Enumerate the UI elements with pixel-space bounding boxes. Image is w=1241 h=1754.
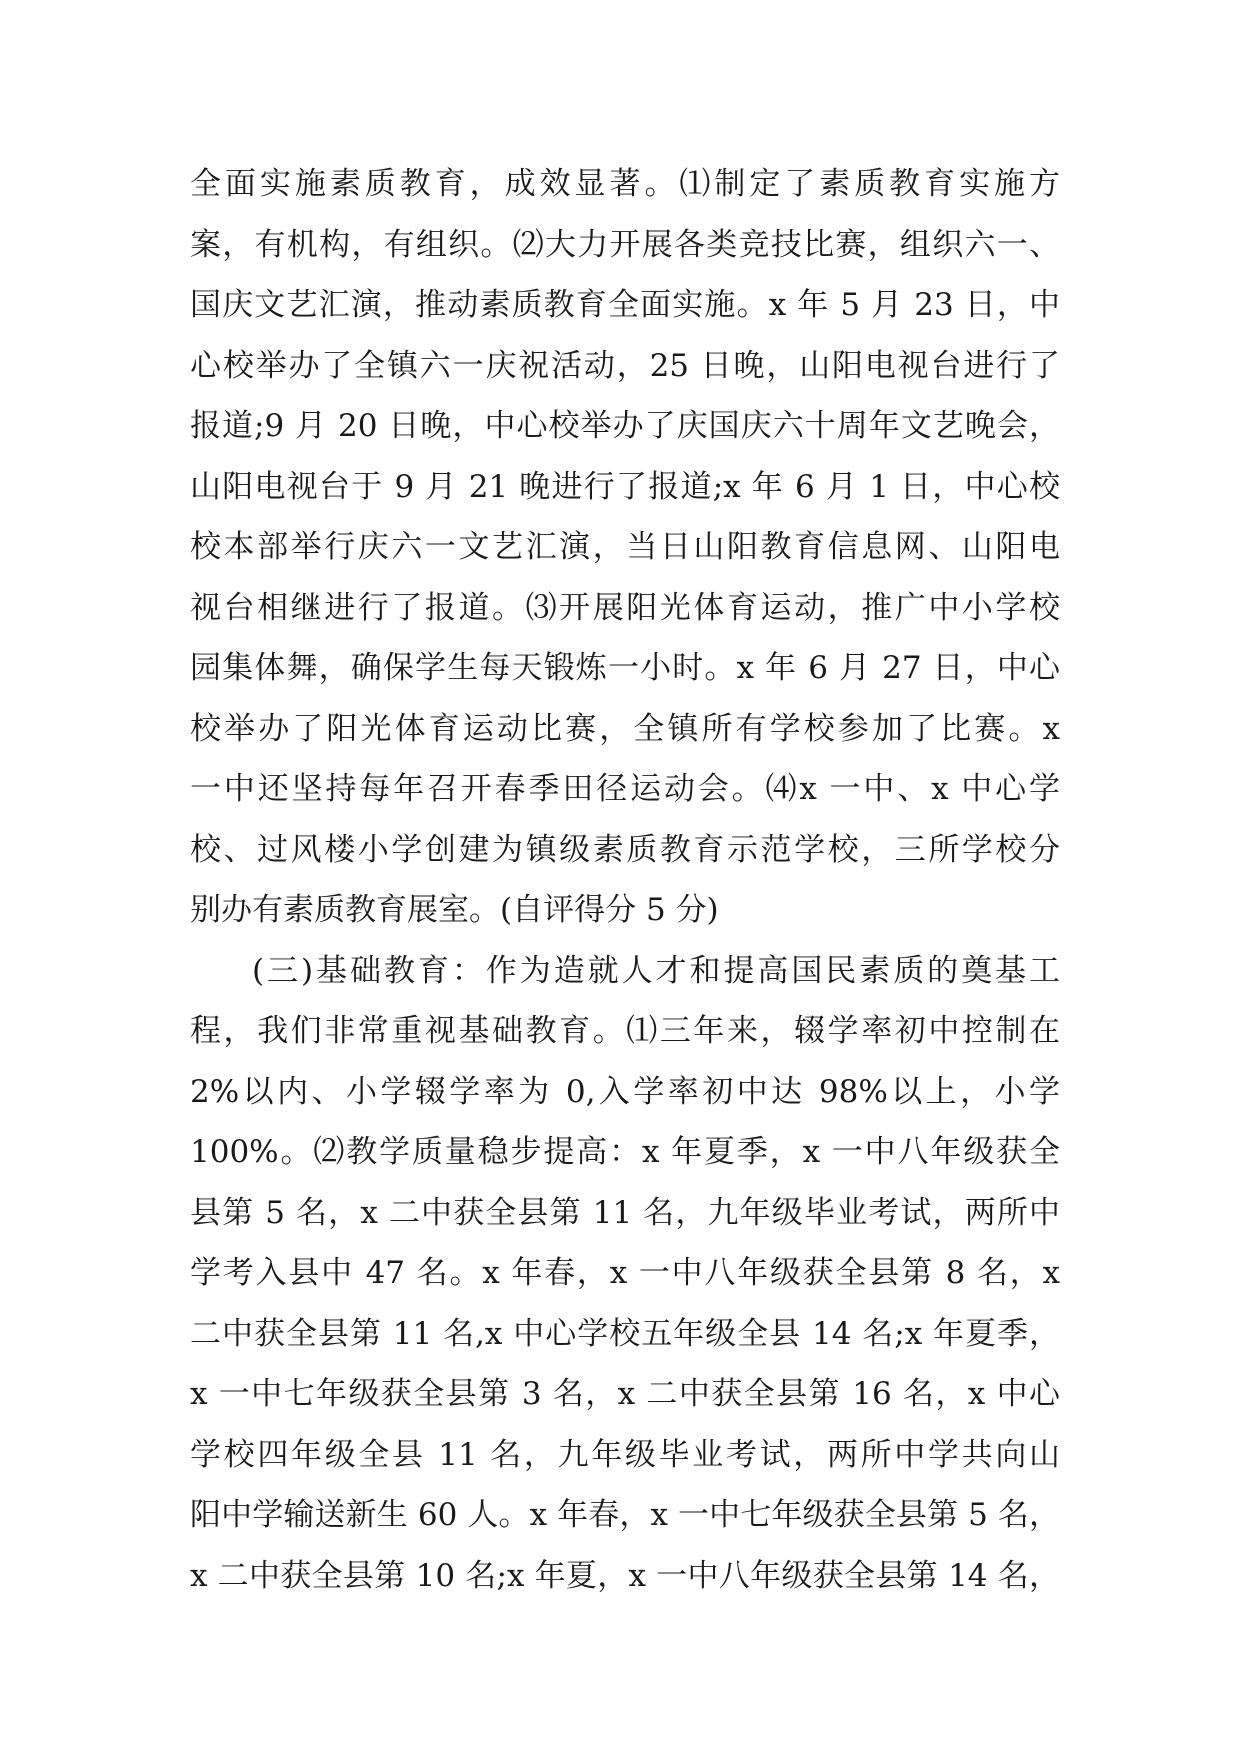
text-line: 全面实施素质教育，成效显著。⑴制定了素质教育实施方 [190,166,1060,202]
text-line: 校举办了阳光体育运动比赛，全镇所有学校参加了比赛。x [190,710,1060,747]
text-line: 园集体舞，确保学生每天锻炼一小时。x 年 6 月 27 日，中心 [190,650,1060,686]
text-line: 一中还坚持每年召开春季田径运动会。⑷x 一中、x 中心学 [190,771,1060,807]
text-line: 县第 5 名，x 二中获全县第 11 名，九年级毕业考试，两所中 [190,1194,1060,1231]
text-line: 校本部举行庆六一文艺汇演，当日山阳教育信息网、山阳电 [190,529,1060,565]
text-line: 100%。⑵教学质量稳步提高：x 年夏季，x 一中八年级获全 [190,1134,1060,1170]
text-line: 2%以内、小学辍学率为 0,入学率初中达 98%以上，小学 [190,1073,1060,1110]
text-line: x 二中获全县第 10 名;x 年夏，x 一中八年级获全县第 14 名， [190,1557,1060,1594]
text-line: 二中获全县第 11 名,x 中心学校五年级全县 14 名;x 年夏季， [190,1315,1060,1352]
text-line: 校、过风楼小学创建为镇级素质教育示范学校，三所学校分 [190,831,1060,868]
text-line: 国庆文艺汇演，推动素质教育全面实施。x 年 5 月 23 日，中 [190,287,1060,323]
text-line: 程，我们非常重视基础教育。⑴三年来，辍学率初中控制在 [190,1013,1060,1049]
body-text [190,154,1060,1606]
text-line: 别办有素质教育展室。(自评得分 5 分) [190,892,719,928]
text-line: 学校四年级全县 11 名，九年级毕业考试，两所中学共向山 [190,1436,1060,1473]
text-line: 视台相继进行了报道。⑶开展阳光体育运动，推广中小学校 [190,589,1060,626]
text-line: 案，有机构，有组织。⑵大力开展各类竞技比赛，组织六一、 [190,226,1060,263]
text-line: 山阳电视台于 9 月 21 晚进行了报道;x 年 6 月 1 日，中心校 [190,468,1060,505]
section-heading-line: (三)基础教育：作为造就人才和提高国民素质的奠基工 [252,952,1060,989]
text-line: 阳中学输送新生 60 人。x 年春，x 一中七年级获全县第 5 名， [190,1497,1060,1533]
text-line: 学考入县中 47 名。x 年春，x 一中八年级获全县第 8 名，x [190,1255,1060,1291]
text-line: x 一中七年级获全县第 3 名，x 二中获全县第 16 名，x 中心 [190,1376,1060,1412]
text-line: 报道;9 月 20 日晚，中心校举办了庆国庆六十周年文艺晚会， [190,408,1060,444]
text-line: 心校举办了全镇六一庆祝活动，25 日晚，山阳电视台进行了 [190,347,1060,384]
